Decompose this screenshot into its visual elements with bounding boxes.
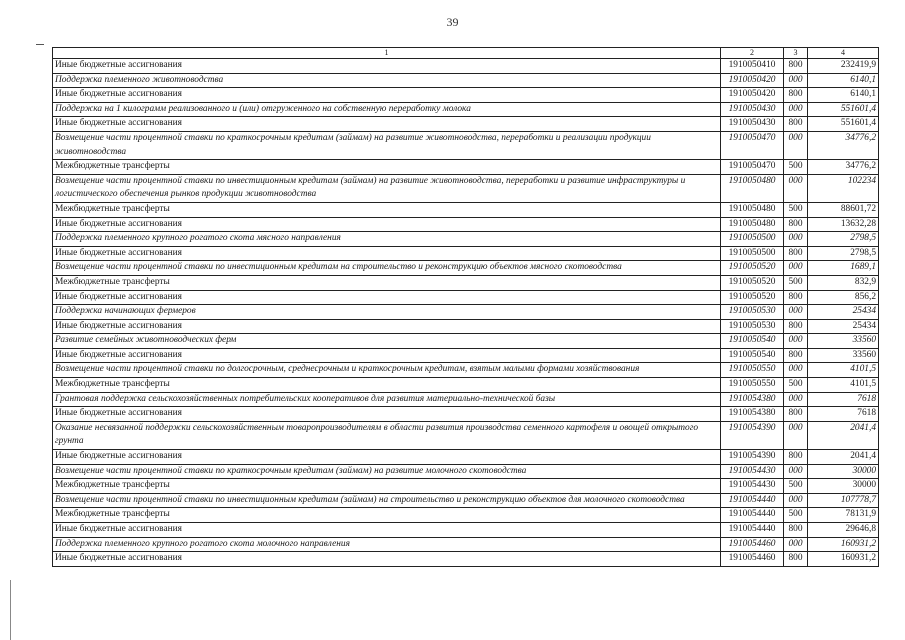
table-row bbox=[53, 334, 879, 349]
table-row bbox=[53, 464, 879, 479]
row-code-cell: 1910050420 bbox=[721, 73, 784, 88]
row-code-cell: 1910050430 bbox=[721, 102, 784, 117]
table-row bbox=[53, 378, 879, 393]
row-amount-cell: 856,2 bbox=[808, 290, 879, 305]
row-type-cell: 800 bbox=[784, 450, 808, 465]
row-name-cell: Иные бюджетные ассигнования bbox=[53, 59, 721, 74]
table-row bbox=[53, 363, 879, 378]
row-amount-cell: 6140,1 bbox=[808, 73, 879, 88]
row-amount-cell: 551601,4 bbox=[808, 117, 879, 132]
row-code-cell: 1910050470 bbox=[721, 131, 784, 159]
row-amount-cell: 29646,8 bbox=[808, 523, 879, 538]
row-name-cell: Возмещение части процентной ставки по инвестиционным кредитам (займам) на строительство и реконструкцию объектов для молочного скотоводства bbox=[53, 493, 721, 508]
row-code-cell: 1910054380 bbox=[721, 392, 784, 407]
row-code-cell: 1910050480 bbox=[721, 217, 784, 232]
row-amount-cell: 2041,4 bbox=[808, 450, 879, 465]
row-name-cell: Поддержка на 1 килограмм реализованного и (или) отгруженного на собственную переработку молока bbox=[53, 102, 721, 117]
row-amount-cell: 107778,7 bbox=[808, 493, 879, 508]
row-code-cell: 1910050530 bbox=[721, 319, 784, 334]
row-amount-cell: 4101,5 bbox=[808, 378, 879, 393]
row-type-cell: 000 bbox=[784, 464, 808, 479]
row-name-cell: Иные бюджетные ассигнования bbox=[53, 523, 721, 538]
row-name-cell: Иные бюджетные ассигнования bbox=[53, 407, 721, 422]
table-row bbox=[53, 275, 879, 290]
row-name-cell: Оказание несвязанной поддержки сельскохозяйственным товаропроизводителям в области развития производства семенного картофеля и овощей открытого грунта bbox=[53, 421, 721, 449]
row-code-cell: 1910050480 bbox=[721, 202, 784, 217]
column-header: 1 bbox=[53, 48, 721, 59]
row-name-cell: Межбюджетные трансферты bbox=[53, 479, 721, 494]
row-type-cell: 800 bbox=[784, 552, 808, 567]
row-type-cell: 000 bbox=[784, 102, 808, 117]
row-code-cell: 1910050430 bbox=[721, 117, 784, 132]
row-type-cell: 500 bbox=[784, 275, 808, 290]
row-code-cell: 1910050480 bbox=[721, 174, 784, 202]
row-amount-cell: 160931,2 bbox=[808, 537, 879, 552]
table-row bbox=[53, 290, 879, 305]
table-row bbox=[53, 508, 879, 523]
row-code-cell: 1910050520 bbox=[721, 261, 784, 276]
table-row bbox=[53, 305, 879, 320]
row-name-cell: Поддержка племенного крупного рогатого скота мясного направления bbox=[53, 232, 721, 247]
row-type-cell: 000 bbox=[784, 261, 808, 276]
row-amount-cell: 13632,28 bbox=[808, 217, 879, 232]
table-row bbox=[53, 217, 879, 232]
row-name-cell: Иные бюджетные ассигнования bbox=[53, 246, 721, 261]
row-code-cell: 1910054390 bbox=[721, 421, 784, 449]
row-code-cell: 1910054390 bbox=[721, 450, 784, 465]
row-code-cell: 1910050470 bbox=[721, 160, 784, 175]
row-type-cell: 000 bbox=[784, 73, 808, 88]
table-row bbox=[53, 421, 879, 449]
table-row bbox=[53, 88, 879, 103]
table-row bbox=[53, 117, 879, 132]
row-amount-cell: 160931,2 bbox=[808, 552, 879, 567]
row-name-cell: Поддержка племенного животноводства bbox=[53, 73, 721, 88]
row-type-cell: 800 bbox=[784, 319, 808, 334]
row-code-cell: 1910054430 bbox=[721, 479, 784, 494]
row-name-cell: Межбюджетные трансферты bbox=[53, 202, 721, 217]
row-amount-cell: 88601,72 bbox=[808, 202, 879, 217]
row-code-cell: 1910050550 bbox=[721, 378, 784, 393]
table-row bbox=[53, 131, 879, 159]
row-type-cell: 500 bbox=[784, 202, 808, 217]
row-type-cell: 000 bbox=[784, 363, 808, 378]
row-code-cell: 1910054430 bbox=[721, 464, 784, 479]
table-row bbox=[53, 73, 879, 88]
row-type-cell: 500 bbox=[784, 508, 808, 523]
page-number: 39 bbox=[446, 15, 459, 29]
row-code-cell: 1910050540 bbox=[721, 334, 784, 349]
row-code-cell: 1910054460 bbox=[721, 537, 784, 552]
row-type-cell: 000 bbox=[784, 537, 808, 552]
row-code-cell: 1910054380 bbox=[721, 407, 784, 422]
budget-table bbox=[52, 47, 879, 567]
row-amount-cell: 34776,2 bbox=[808, 160, 879, 175]
row-code-cell: 1910054440 bbox=[721, 508, 784, 523]
row-amount-cell: 232419,9 bbox=[808, 59, 879, 74]
row-amount-cell: 102234 bbox=[808, 174, 879, 202]
row-amount-cell: 30000 bbox=[808, 464, 879, 479]
row-type-cell: 800 bbox=[784, 246, 808, 261]
table-row bbox=[53, 392, 879, 407]
row-type-cell: 800 bbox=[784, 407, 808, 422]
row-code-cell: 1910050410 bbox=[721, 59, 784, 74]
row-name-cell: Иные бюджетные ассигнования bbox=[53, 290, 721, 305]
row-amount-cell: 25434 bbox=[808, 305, 879, 320]
table-row bbox=[53, 59, 879, 74]
row-amount-cell: 33560 bbox=[808, 348, 879, 363]
row-name-cell: Иные бюджетные ассигнования bbox=[53, 450, 721, 465]
row-type-cell: 800 bbox=[784, 348, 808, 363]
scan-edge-line bbox=[10, 580, 11, 640]
row-type-cell: 500 bbox=[784, 378, 808, 393]
row-name-cell: Иные бюджетные ассигнования bbox=[53, 88, 721, 103]
row-code-cell: 1910050540 bbox=[721, 348, 784, 363]
row-name-cell: Развитие семейных животноводческих ферм bbox=[53, 334, 721, 349]
table-row bbox=[53, 102, 879, 117]
row-amount-cell: 78131,9 bbox=[808, 508, 879, 523]
row-type-cell: 000 bbox=[784, 421, 808, 449]
row-name-cell: Возмещение части процентной ставки по инвестиционным кредитам на строительство и реконструкцию объектов мясного скотоводства bbox=[53, 261, 721, 276]
row-type-cell: 000 bbox=[784, 305, 808, 320]
row-code-cell: 1910050550 bbox=[721, 363, 784, 378]
row-amount-cell: 34776,2 bbox=[808, 131, 879, 159]
row-type-cell: 000 bbox=[784, 493, 808, 508]
row-name-cell: Иные бюджетные ассигнования bbox=[53, 319, 721, 334]
row-type-cell: 500 bbox=[784, 479, 808, 494]
row-code-cell: 1910054440 bbox=[721, 523, 784, 538]
row-code-cell: 1910054460 bbox=[721, 552, 784, 567]
table-row bbox=[53, 160, 879, 175]
row-name-cell: Поддержка начинающих фермеров bbox=[53, 305, 721, 320]
row-name-cell: Поддержка племенного крупного рогатого скота молочного направления bbox=[53, 537, 721, 552]
row-amount-cell: 4101,5 bbox=[808, 363, 879, 378]
row-type-cell: 800 bbox=[784, 88, 808, 103]
table-row bbox=[53, 232, 879, 247]
row-name-cell: Возмещение части процентной ставки по краткосрочным кредитам (займам) на развитие молочного скотоводства bbox=[53, 464, 721, 479]
table-header-row bbox=[53, 48, 879, 59]
row-name-cell: Грантовая поддержка сельскохозяйственных потребительских кооперативов для развития материально-технической базы bbox=[53, 392, 721, 407]
row-type-cell: 000 bbox=[784, 174, 808, 202]
row-amount-cell: 832,9 bbox=[808, 275, 879, 290]
table-body bbox=[53, 59, 879, 567]
row-name-cell: Межбюджетные трансферты bbox=[53, 160, 721, 175]
row-amount-cell: 2798,5 bbox=[808, 246, 879, 261]
row-name-cell: Возмещение части процентной ставки по краткосрочным кредитам (займам) на развитие животноводства, переработки и реализации продукции животноводства bbox=[53, 131, 721, 159]
row-type-cell: 800 bbox=[784, 217, 808, 232]
row-amount-cell: 7618 bbox=[808, 392, 879, 407]
column-header: 3 bbox=[784, 48, 808, 59]
row-type-cell: 800 bbox=[784, 523, 808, 538]
column-header: 2 bbox=[721, 48, 784, 59]
row-amount-cell: 30000 bbox=[808, 479, 879, 494]
row-type-cell: 800 bbox=[784, 59, 808, 74]
row-type-cell: 500 bbox=[784, 160, 808, 175]
row-code-cell: 1910050520 bbox=[721, 290, 784, 305]
row-type-cell: 800 bbox=[784, 290, 808, 305]
row-amount-cell: 33560 bbox=[808, 334, 879, 349]
table-row bbox=[53, 202, 879, 217]
row-type-cell: 000 bbox=[784, 392, 808, 407]
row-amount-cell: 25434 bbox=[808, 319, 879, 334]
row-name-cell: Межбюджетные трансферты bbox=[53, 378, 721, 393]
table-row bbox=[53, 348, 879, 363]
row-code-cell: 1910050530 bbox=[721, 305, 784, 320]
row-code-cell: 1910050500 bbox=[721, 246, 784, 261]
table-row bbox=[53, 319, 879, 334]
row-code-cell: 1910050520 bbox=[721, 275, 784, 290]
table-row bbox=[53, 174, 879, 202]
row-amount-cell: 2798,5 bbox=[808, 232, 879, 247]
table-row bbox=[53, 552, 879, 567]
row-type-cell: 000 bbox=[784, 131, 808, 159]
scan-mark bbox=[36, 44, 44, 45]
row-amount-cell: 2041,4 bbox=[808, 421, 879, 449]
row-name-cell: Межбюджетные трансферты bbox=[53, 275, 721, 290]
row-type-cell: 000 bbox=[784, 232, 808, 247]
row-type-cell: 800 bbox=[784, 117, 808, 132]
row-name-cell: Возмещение части процентной ставки по долгосрочным, среднесрочным и краткосрочным кредитам, взятым малыми формами хозяйствования bbox=[53, 363, 721, 378]
table-row bbox=[53, 407, 879, 422]
table-row bbox=[53, 450, 879, 465]
table-row bbox=[53, 246, 879, 261]
row-name-cell: Иные бюджетные ассигнования bbox=[53, 117, 721, 132]
row-name-cell: Возмещение части процентной ставки по инвестиционным кредитам (займам) на развитие животноводства, переработки и развитие инфраструктуры и логистического обеспечения рынков продукции животноводства bbox=[53, 174, 721, 202]
table-row bbox=[53, 537, 879, 552]
row-name-cell: Иные бюджетные ассигнования bbox=[53, 552, 721, 567]
row-code-cell: 1910050500 bbox=[721, 232, 784, 247]
row-code-cell: 1910050420 bbox=[721, 88, 784, 103]
row-name-cell: Межбюджетные трансферты bbox=[53, 508, 721, 523]
row-amount-cell: 1689,1 bbox=[808, 261, 879, 276]
row-name-cell: Иные бюджетные ассигнования bbox=[53, 217, 721, 232]
row-amount-cell: 7618 bbox=[808, 407, 879, 422]
table-row bbox=[53, 479, 879, 494]
row-amount-cell: 551601,4 bbox=[808, 102, 879, 117]
table-row bbox=[53, 523, 879, 538]
table-row bbox=[53, 493, 879, 508]
table-row bbox=[53, 261, 879, 276]
row-type-cell: 000 bbox=[784, 334, 808, 349]
row-code-cell: 1910054440 bbox=[721, 493, 784, 508]
row-name-cell: Иные бюджетные ассигнования bbox=[53, 348, 721, 363]
column-header: 4 bbox=[808, 48, 879, 59]
row-amount-cell: 6140,1 bbox=[808, 88, 879, 103]
